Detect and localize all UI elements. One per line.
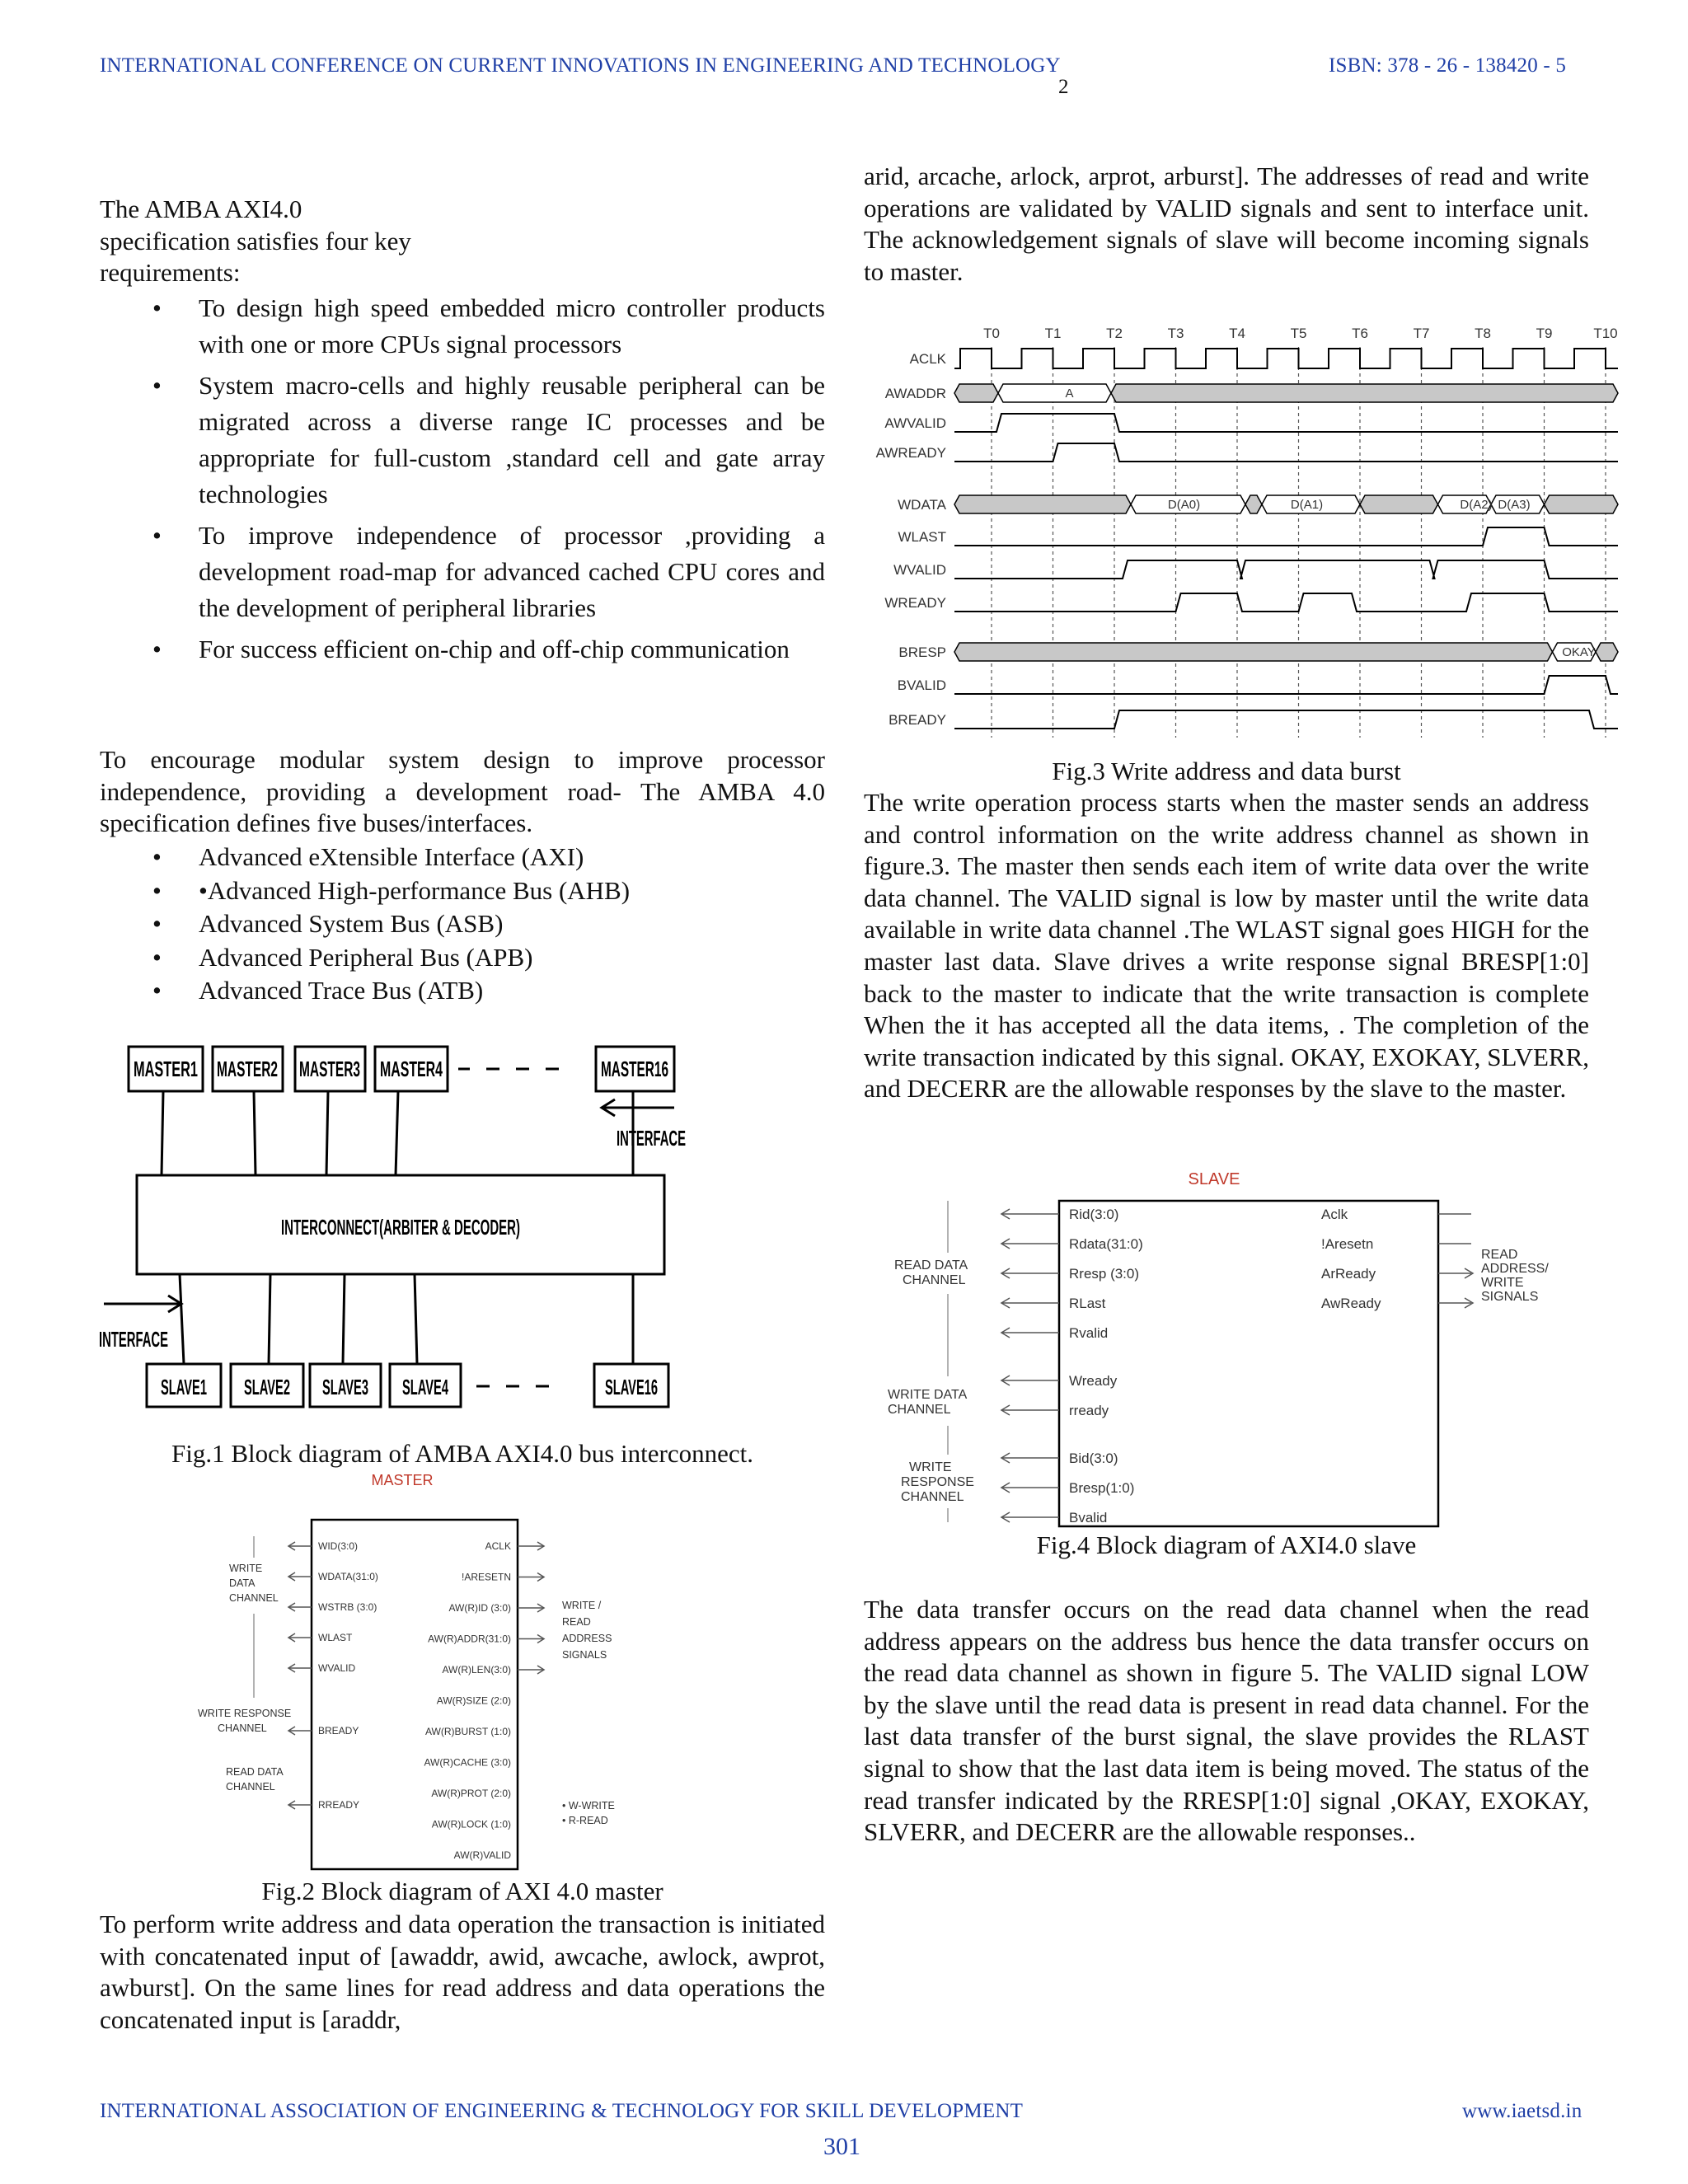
legend-item: • R-READ — [562, 1815, 608, 1826]
master-right-signal: !ARESETN — [461, 1571, 511, 1583]
group-label: WRITE RESPONSE — [198, 1708, 292, 1719]
group-label: WRITE — [909, 1460, 952, 1474]
group-label: WRITE DATA — [888, 1388, 968, 1402]
group-label: READ — [562, 1616, 591, 1628]
slave-left-signal: Rdata(31:0) — [1069, 1236, 1143, 1252]
tick-label: T1 — [1044, 326, 1062, 341]
fig4-caption: Fig.4 Block diagram of AXI4.0 slave — [1036, 1530, 1417, 1559]
group-label: WRITE — [1481, 1276, 1524, 1290]
data-label: D(A2) — [1460, 498, 1493, 512]
master-label: MASTER2 — [217, 1057, 278, 1081]
group-label: RESPONSE — [901, 1475, 974, 1489]
slave-right-signal: ArReady — [1321, 1266, 1376, 1282]
master-left-signal: WVALID — [318, 1662, 356, 1674]
data-label: D(A0) — [1167, 498, 1201, 512]
slave-left-signal: rready — [1069, 1403, 1109, 1418]
slave-left-signal: Wready — [1069, 1373, 1118, 1389]
paragraph-write-process: The write operation process starts when the master sends an address and control information on the write address channel as shown in figure.3. The master then sends each item of write data over the write data channel. The VALID signal is low by master until the write data available in write data channel .The WLAST signal goes HIGH for the master last data. Slave drives a write response signal BRESP[1:0] back to the master to indicate that the write transaction is complete When the it has accepted all the data items, . The completion of the write transaction indicated by this signal. OKAY, EXOKAY, SLVERR, and DECERR are the allowable responses by the slave to the master. — [864, 788, 1589, 1104]
slave-left-signal: Bresp(1:0) — [1069, 1480, 1135, 1496]
master-right-signal: AW(R)CACHE (3:0) — [424, 1756, 511, 1769]
slave-label: SLAVE2 — [244, 1375, 290, 1399]
slave-left-signal: Rvalid — [1069, 1325, 1109, 1341]
signal-label: AWREADY — [875, 445, 946, 461]
group-label: WRITE / — [562, 1600, 602, 1611]
group-label: CHANNEL — [888, 1403, 951, 1417]
requirements-list — [100, 290, 825, 668]
footer-website: www.iaetsd.in — [1462, 2100, 1582, 2122]
data-label: D(A1) — [1290, 498, 1324, 512]
bus-item: • Advanced Peripheral Bus (APB) — [100, 941, 825, 975]
bus-item: • •Advanced High-performance Bus (AHB) — [100, 874, 825, 908]
footer-page-number: 301 — [823, 2133, 860, 2160]
slave-title: SLAVE — [1188, 1170, 1240, 1188]
bus-item: • Advanced System Bus (ASB) — [100, 907, 825, 941]
master-label: MASTER16 — [601, 1057, 668, 1081]
slave-left-signal: Bid(3:0) — [1069, 1451, 1118, 1466]
slave-label: SLAVE3 — [322, 1375, 368, 1399]
signal-label: AWVALID — [884, 415, 946, 431]
header-page-number: 2 — [1058, 76, 1069, 98]
tick-label: T4 — [1229, 326, 1245, 341]
signal-label: AWADDR — [884, 386, 946, 401]
tick-label: T0 — [983, 326, 1000, 341]
requirement-item: • For success efficient on-chip and off-chip communication — [100, 631, 825, 668]
group-label: CHANNEL — [229, 1592, 279, 1604]
group-label: READ DATA — [894, 1258, 968, 1272]
master-left-signal: BREADY — [318, 1725, 359, 1736]
paragraph-read-transfer: The data transfer occurs on the read data channel when the read address appears on the address bus hence the data transfer occurs on the read data channel as shown in figure 5. The VALID signal LOW by the slave until the read data is present in read data channel. For the last data transfer of the burst signal, the slave provides the RLAST signal to show that the last data item is being moved. The status of the read transfer indicated by the RRESP[1:0] signal ,OKAY, EXOKAY, SLVERR, and DECERR are the allowable responses.. — [864, 1595, 1589, 1847]
master-right-signal: AW(R)LOCK (1:0) — [431, 1818, 511, 1830]
master-right-signal: AW(R)ADDR(31:0) — [428, 1633, 511, 1645]
master-right-signal: AW(R)PROT (2:0) — [431, 1788, 511, 1799]
requirement-item: • To design high speed embedded micro controller products with one or more CPUs signal processors — [100, 290, 825, 363]
signal-wave — [954, 443, 1618, 462]
isbn: ISBN: 378 - 26 - 138420 - 5 — [1329, 54, 1567, 77]
group-label: CHANNEL — [903, 1273, 966, 1287]
group-label: SIGNALS — [562, 1649, 607, 1661]
bus-segment — [1111, 384, 1618, 402]
bus-item: • Advanced eXtensible Interface (AXI) — [100, 841, 825, 874]
interconnect-label: INTERCONNECT(ARBITER & DECODER) — [281, 1215, 520, 1240]
slave-label: SLAVE16 — [605, 1375, 658, 1399]
master-right-signal: AW(R)LEN(3:0) — [442, 1664, 511, 1675]
bus-segment — [954, 495, 1131, 513]
signal-label: WDATA — [898, 497, 946, 513]
bus-segment — [1545, 495, 1619, 513]
paragraph-buses-intro: To encourage modular system design to improve processor independence, providing a development road- The AMBA 4.0 specification defines five buses/interfaces. — [100, 745, 825, 838]
master-title: MASTER — [371, 1472, 434, 1488]
master-right-signal: AW(R)VALID — [453, 1849, 511, 1861]
group-label: ADDRESS — [562, 1633, 612, 1644]
fig3-caption: Fig.3 Write address and data burst — [1052, 757, 1401, 785]
paragraph-write-operation: To perform write address and data operation the transaction is initiated with concatenated input of [awaddr, awid, awcache, awlock, awprot, awburst]. On the same lines for read address and data operations the concatenated input is [araddr, — [100, 1910, 825, 2034]
group-label: CHANNEL — [226, 1781, 275, 1793]
tick-label: T7 — [1413, 326, 1430, 341]
master-label: MASTER1 — [134, 1057, 198, 1081]
legend-item: • W-WRITE — [562, 1800, 615, 1811]
master-right-signal: AW(R)SIZE (2:0) — [436, 1694, 511, 1707]
signal-label: BVALID — [897, 677, 946, 693]
slave-left-signal: Rid(3:0) — [1069, 1207, 1119, 1222]
group-label: ADDRESS/ — [1481, 1262, 1549, 1276]
paragraph-read-operations: arid, arcache, arlock, arprot, arburst]. The addresses of read and write operations are validated by VALID signals and sent to interface unit. The acknowledgement signals of slave will become incoming signals to master. — [864, 162, 1589, 286]
footer-association: INTERNATIONAL ASSOCIATION OF ENGINEERING & TECHNOLOGY FOR SKILL DEVELOPMENT — [100, 2100, 1024, 2122]
master-label: MASTER3 — [299, 1057, 360, 1081]
tick-label: T6 — [1352, 326, 1368, 341]
requirement-item: • To improve independence of processor ,providing a development road-map for advanced cached CPU cores and the development of peripheral libraries — [100, 518, 825, 626]
slave-label: SLAVE1 — [161, 1375, 207, 1399]
signal-label: WLAST — [898, 529, 946, 545]
buses-list — [100, 841, 825, 1008]
intro-line: specification satisfies four key — [100, 226, 411, 255]
group-label: SIGNALS — [1481, 1290, 1539, 1304]
signal-label: BRESP — [898, 644, 946, 660]
tick-label: T8 — [1475, 326, 1491, 341]
master-left-signal: WID(3:0) — [318, 1540, 358, 1552]
signal-label: WREADY — [884, 595, 946, 611]
master-right-signal: AW(R)BURST (1:0) — [424, 1726, 511, 1737]
tick-label: T2 — [1106, 326, 1123, 341]
conference-header: INTERNATIONAL CONFERENCE ON CURRENT INNOVATIONS IN ENGINEERING AND TECHNOLOGY — [100, 54, 1061, 77]
bus-segment — [954, 384, 998, 402]
bus-segment — [1360, 495, 1438, 513]
interface-top-label: INTERFACE — [617, 1126, 686, 1151]
clock-wave — [954, 349, 1618, 368]
fig3-write-timing-diagram — [864, 317, 1630, 746]
bus-segment — [1596, 643, 1618, 661]
intro-line: The AMBA AXI4.0 — [100, 194, 302, 223]
tick-label: T3 — [1167, 326, 1184, 341]
group-label: READ — [1481, 1248, 1518, 1262]
signal-wave — [954, 676, 1618, 694]
bus-segment — [1245, 495, 1262, 513]
requirement-item: • System macro-cells and highly reusable peripheral can be migrated across a diverse range IC processes and be appropriate for full-custom ,standard cell and gate array technologies — [100, 368, 825, 513]
signal-wave — [954, 710, 1618, 729]
master-right-signal: ACLK — [485, 1540, 511, 1552]
master-left-signal: WLAST — [318, 1632, 353, 1643]
signal-wave — [954, 414, 1618, 432]
signal-wave — [954, 527, 1618, 546]
bus-item: • Advanced Trace Bus (ATB) — [100, 974, 825, 1008]
signal-label: ACLK — [909, 351, 946, 367]
tick-label: T10 — [1593, 326, 1618, 341]
slave-right-signal: Aclk — [1321, 1207, 1348, 1222]
bus-segment — [998, 384, 1111, 402]
tick-label: T5 — [1290, 326, 1307, 341]
master-left-signal: RREADY — [318, 1799, 360, 1811]
signal-label: WVALID — [893, 562, 946, 578]
slave-label: SLAVE4 — [402, 1375, 449, 1399]
addr-label: A — [1065, 387, 1074, 401]
signal-wave — [954, 560, 1618, 579]
master-label: MASTER4 — [380, 1057, 443, 1081]
intro-line: requirements: — [100, 258, 241, 288]
tick-label: T9 — [1536, 326, 1553, 341]
bus-segment — [954, 643, 1553, 661]
slave-left-signal: Rresp (3:0) — [1069, 1266, 1140, 1282]
signal-label: BREADY — [889, 712, 946, 728]
fig4-slave-block-diagram — [886, 1166, 1611, 1529]
master-right-signal: AW(R)ID (3:0) — [448, 1602, 511, 1614]
data-label: D(A3) — [1498, 498, 1531, 512]
fig1-caption: Fig.1 Block diagram of AMBA AXI4.0 bus interconnect. — [171, 1439, 754, 1468]
fig1-bus-interconnect-diagram — [97, 1040, 686, 1411]
slave-right-signal: AwReady — [1321, 1296, 1381, 1311]
group-label: CHANNEL — [218, 1722, 267, 1734]
slave-right-signal: !Aresetn — [1321, 1236, 1374, 1252]
slave-left-signal: Bvalid — [1069, 1510, 1108, 1526]
master-left-signal: WSTRB (3:0) — [318, 1601, 377, 1613]
interface-bottom-label: INTERFACE — [99, 1327, 168, 1352]
group-label: CHANNEL — [901, 1490, 964, 1504]
group-label: WRITE — [229, 1563, 263, 1574]
fig2-master-block-diagram — [190, 1469, 668, 1872]
signal-wave — [954, 593, 1618, 612]
group-label: READ DATA — [226, 1766, 284, 1778]
group-label: DATA — [229, 1577, 256, 1589]
bresp-label: OKAY — [1562, 645, 1596, 659]
slave-left-signal: RLast — [1069, 1296, 1106, 1311]
intro-text — [100, 194, 825, 289]
master-left-signal: WDATA(31:0) — [318, 1571, 378, 1582]
fig2-caption: Fig.2 Block diagram of AXI 4.0 master — [261, 1877, 663, 1905]
